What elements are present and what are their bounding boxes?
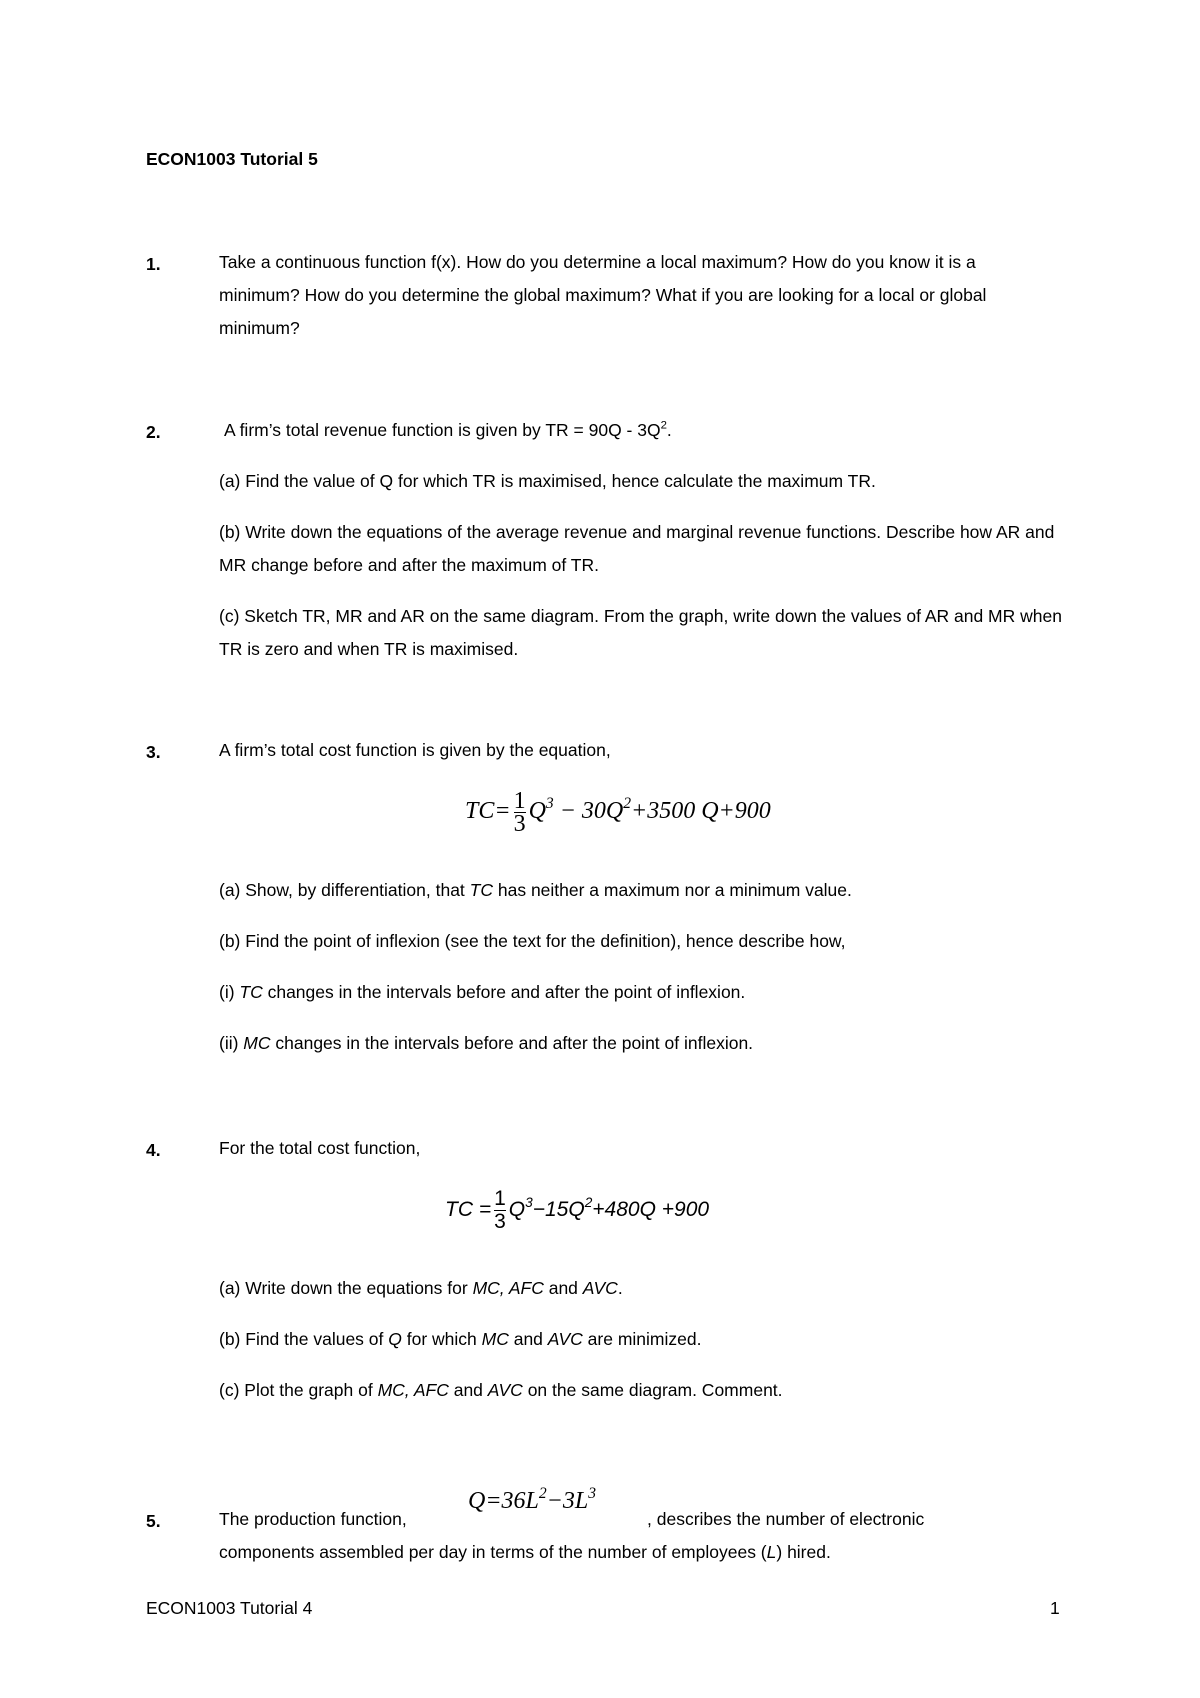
q5-line2-post: ) hired. xyxy=(776,1542,831,1562)
q5-line2-var: L xyxy=(766,1542,777,1562)
question-4-number: 4. xyxy=(146,1140,161,1160)
q3b-ii-label: (ii) xyxy=(219,1033,244,1053)
question-4-equation xyxy=(445,1188,709,1233)
question-2-intro-end: . xyxy=(666,420,672,440)
q4-eq-term1-sup: 3 xyxy=(525,1195,533,1211)
q3a-post: has neither a maximum nor a minimum value. xyxy=(493,880,852,900)
q3-eq-term1-sup: 3 xyxy=(545,794,554,812)
question-5-line2 xyxy=(219,1536,831,1569)
q5-eq-mid: −3L xyxy=(546,1488,589,1514)
question-2-intro-sup: 2 xyxy=(660,419,667,432)
q3-eq-frac-num: 1 xyxy=(513,788,526,814)
q4-eq-term1: Q xyxy=(508,1198,526,1222)
question-4-intro: For the total cost function, xyxy=(219,1138,421,1158)
q3-eq-fraction xyxy=(514,790,526,835)
q4a-var2: AVC xyxy=(582,1278,618,1298)
q5-line2-pre: components assembled per day in terms of the number of employees ( xyxy=(219,1542,767,1562)
q4c-pre: (c) Plot the graph of xyxy=(219,1380,378,1400)
footer-page-number: 1 xyxy=(1050,1598,1060,1618)
q4b-pre: (b) Find the values of xyxy=(219,1329,389,1349)
question-1-number: 1. xyxy=(146,254,161,274)
question-5-post: , describes the number of electronic xyxy=(647,1509,925,1529)
q3-eq-frac-den: 3 xyxy=(513,811,526,837)
q3-eq-term1: Q xyxy=(528,798,546,825)
question-4b xyxy=(219,1323,701,1356)
q4-eq-term2-sup: 2 xyxy=(584,1195,593,1211)
question-3-number: 3. xyxy=(146,742,161,762)
q5-eq-sup1: 2 xyxy=(538,1484,547,1502)
q3a-var: TC xyxy=(469,880,493,900)
q3b-i-var: TC xyxy=(239,982,263,1002)
q4b-mid: for which xyxy=(401,1329,482,1349)
q4c-vars: MC, AFC xyxy=(377,1380,449,1400)
q4-eq-lhs: TC = xyxy=(445,1198,492,1222)
q4b-end: are minimized. xyxy=(582,1329,702,1349)
q4a-mid: and xyxy=(543,1278,583,1298)
q4b-var3: AVC xyxy=(547,1329,583,1349)
question-3b-ii xyxy=(219,1027,753,1060)
question-2-number: 2. xyxy=(146,422,161,442)
q3-eq-term2: − 30Q xyxy=(559,798,624,825)
question-3a xyxy=(219,874,852,907)
q4c-end: on the same diagram. Comment. xyxy=(522,1380,783,1400)
q4c-var2: AVC xyxy=(487,1380,523,1400)
q4a-pre: (a) Write down the equations for xyxy=(219,1278,473,1298)
q3-eq-lhs: TC= xyxy=(465,798,511,825)
q3b-i-label: (i) xyxy=(219,982,240,1002)
question-3b: (b) Find the point of inflexion (see the text for the definition), hence describe how, xyxy=(219,931,846,951)
q3b-ii-text: changes in the intervals before and after the point of inflexion. xyxy=(270,1033,754,1053)
q4b-var: Q xyxy=(388,1329,402,1349)
q4b-mid2: and xyxy=(508,1329,548,1349)
question-4a xyxy=(219,1272,623,1305)
question-2a: (a) Find the value of Q for which TR is maximised, hence calculate the maximum TR. xyxy=(219,471,876,491)
q4a-vars: MC, AFC xyxy=(472,1278,544,1298)
question-1-text: Take a continuous function f(x). How do you determine a local maximum? How do you know it is a minimum? How do you determine the global maximum? What if you are looking for a local or global minimum? xyxy=(219,252,987,338)
question-2-intro-text: A firm’s total revenue function is given by TR = 90Q - 3Q xyxy=(224,420,661,440)
q5-eq-sup2: 3 xyxy=(588,1484,597,1502)
question-2-intro xyxy=(224,414,672,447)
q3b-i-text: changes in the intervals before and after the point of inflexion. xyxy=(262,982,746,1002)
q4-eq-frac-den: 3 xyxy=(494,1210,506,1233)
q4-eq-term2: −15Q xyxy=(532,1198,585,1222)
question-5-equation xyxy=(468,1484,597,1515)
q3-eq-term3: +3500 Q+900 xyxy=(631,798,771,825)
q4-eq-term3: +480Q +900 xyxy=(592,1198,710,1222)
q4b-var2: MC xyxy=(481,1329,509,1349)
q3b-ii-var: MC xyxy=(243,1033,271,1053)
q5-eq-lhs: Q=36L xyxy=(468,1488,539,1514)
question-3-intro: A firm’s total cost function is given by the equation, xyxy=(219,740,611,760)
question-5-pre: The production function, xyxy=(219,1509,407,1529)
question-2b: (b) Write down the equations of the average revenue and marginal revenue functions. Describe how AR and MR change before and after the maximum of TR. xyxy=(219,522,1055,575)
q4a-end: . xyxy=(617,1278,623,1298)
q4-eq-fraction xyxy=(494,1188,506,1233)
question-4c xyxy=(219,1374,783,1407)
document-title: ECON1003 Tutorial 5 xyxy=(146,149,318,169)
q4c-mid: and xyxy=(448,1380,488,1400)
question-3b-i xyxy=(219,976,745,1009)
question-2c: (c) Sketch TR, MR and AR on the same diagram. From the graph, write down the values of AR and MR when TR is zero and when TR is maximised. xyxy=(219,606,1062,659)
footer-left: ECON1003 Tutorial 4 xyxy=(146,1598,313,1618)
question-5-number: 5. xyxy=(146,1511,161,1531)
question-3-equation xyxy=(465,790,771,835)
q4-eq-frac-num: 1 xyxy=(494,1187,506,1210)
q3-eq-term2-sup: 2 xyxy=(623,794,632,812)
q3a-pre: (a) Show, by differentiation, that xyxy=(219,880,470,900)
